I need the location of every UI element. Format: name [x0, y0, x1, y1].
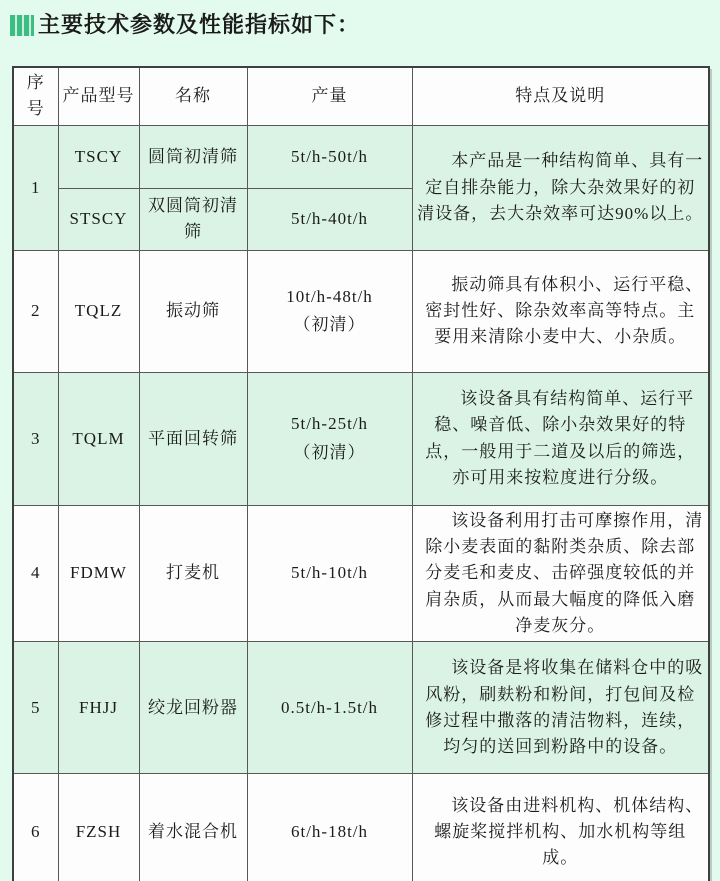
cell-index: 2 — [13, 250, 58, 372]
green-bars-icon — [10, 15, 34, 36]
cell-output — [247, 250, 412, 372]
cell-features — [412, 505, 709, 642]
cell-index: 4 — [13, 505, 58, 642]
cell-model: FDMW — [58, 505, 139, 642]
cell-name: 振动筛 — [139, 250, 247, 372]
col-header-features: 特点及说明 — [412, 67, 709, 125]
cell-name: 绞龙回粉器 — [139, 642, 247, 774]
cell-model: STSCY — [58, 188, 139, 250]
table-row — [13, 372, 709, 505]
cell-model: TQLM — [58, 372, 139, 505]
features-text: 该设备是将收集在储料仓中的吸风粉，刷麸粉和粉间，打包间及检修过程中撒落的清洁物料，连续，均匀的送回到粉路中的设备。 — [425, 658, 704, 757]
cell-features — [412, 250, 709, 372]
spec-table — [12, 66, 710, 881]
output-note: （初清） — [293, 315, 366, 335]
cell-model: TSCY — [58, 125, 139, 188]
output-value: 10t/h-48t/h — [286, 286, 373, 306]
output-value: 5t/h-25t/h — [290, 414, 369, 434]
features-text: 该设备利用打击可摩擦作用，清除小麦表面的黏附类杂质、除去部分麦毛和麦皮、击碎强度较低的并肩杂质，从而最大幅度的降低入磨净麦灰分。 — [425, 510, 704, 636]
features-text: 该设备具有结构简单、运行平稳、噪音低、除小杂效果好的特点，一般用于二道及以后的筛选，亦可用来按粒度进行分级。 — [425, 389, 696, 488]
cell-name: 圆筒初清筛 — [139, 125, 247, 188]
table-row — [13, 505, 709, 642]
cell-index: 5 — [13, 642, 58, 774]
table-header-row — [13, 67, 709, 125]
cell-index: 1 — [13, 125, 58, 250]
cell-name: 双圆筒初清筛 — [139, 188, 247, 250]
cell-output: 5t/h-50t/h — [247, 125, 412, 188]
cell-index: 3 — [13, 372, 58, 505]
page-title: 主要技术参数及性能指标如下： — [38, 12, 361, 37]
table-row — [13, 774, 709, 881]
features-text: 该设备由进料机构、机体结构、螺旋桨搅拌机构、加水机构等组成。 — [434, 795, 704, 868]
cell-output: 0.5t/h-1.5t/h — [247, 642, 412, 774]
features-text: 振动筛具有体积小、运行平稳、密封性好、除杂效率高等特点。主要用来清除小麦中大、小杂质。 — [425, 274, 704, 347]
output-note: （初清） — [293, 442, 366, 462]
cell-model: FHJJ — [58, 642, 139, 774]
table-row — [13, 250, 709, 372]
cell-output — [247, 372, 412, 505]
cell-model: TQLZ — [58, 250, 139, 372]
col-header-name: 名称 — [139, 67, 247, 125]
cell-features — [412, 372, 709, 505]
cell-output: 6t/h-18t/h — [247, 774, 412, 881]
features-text: 本产品是一种结构简单、具有一定自排杂能力，除大杂效果好的初清设备，去大杂效率可达90%以上。 — [417, 151, 704, 223]
cell-output: 5t/h-40t/h — [247, 188, 412, 250]
table-row — [13, 125, 709, 188]
cell-model: FZSH — [58, 774, 139, 881]
col-header-model: 产品型号 — [58, 67, 139, 125]
cell-name: 打麦机 — [139, 505, 247, 642]
col-header-index: 序号 — [13, 67, 58, 125]
cell-features — [412, 125, 709, 250]
table-row — [13, 642, 709, 774]
col-header-output: 产量 — [247, 67, 412, 125]
section-header — [0, 0, 720, 42]
cell-output: 5t/h-10t/h — [247, 505, 412, 642]
cell-features — [412, 642, 709, 774]
cell-name: 平面回转筛 — [139, 372, 247, 505]
cell-index: 6 — [13, 774, 58, 881]
cell-name: 着水混合机 — [139, 774, 247, 881]
cell-features — [412, 774, 709, 881]
